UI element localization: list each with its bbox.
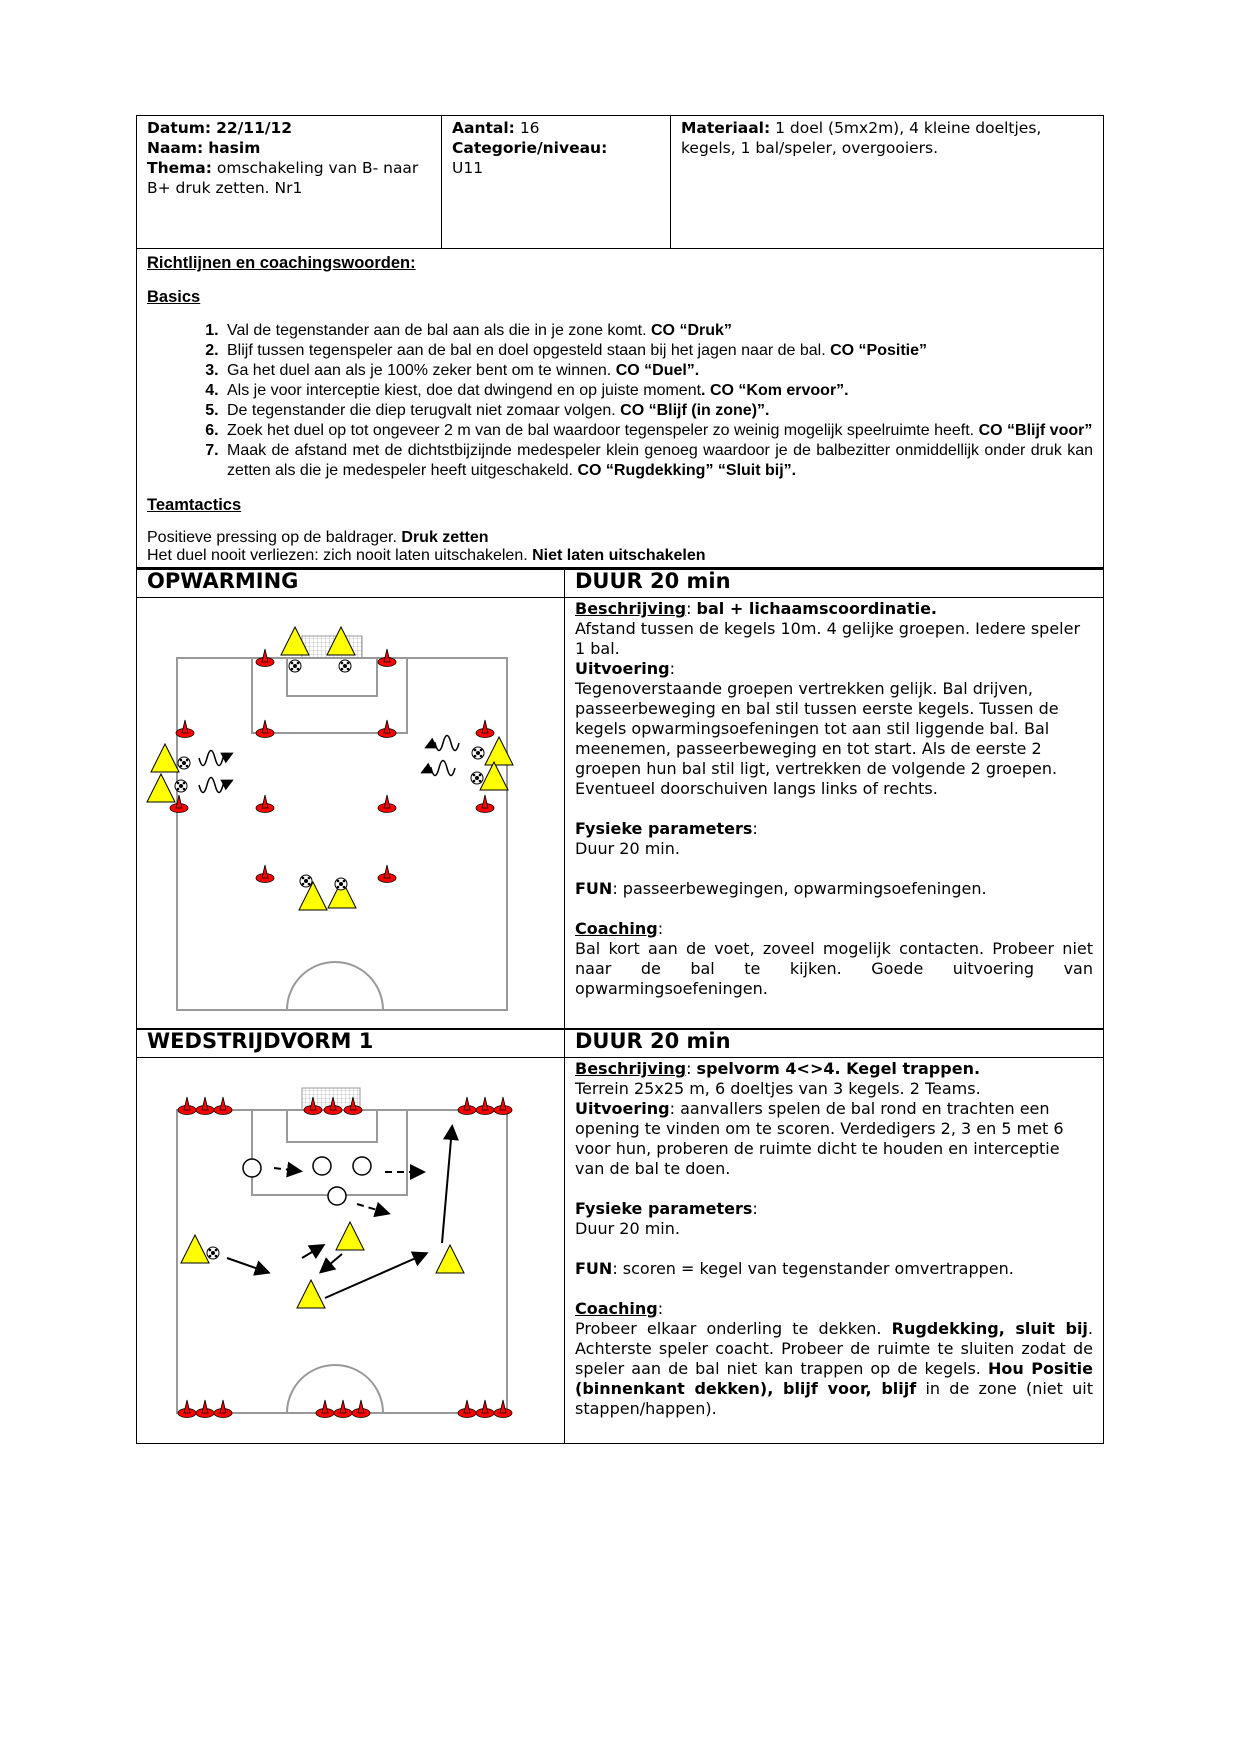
header-cell-info bbox=[137, 116, 442, 249]
player-icon bbox=[485, 737, 513, 765]
coaching-text: Bal kort aan de voet, zoveel mogelijk contacten. Probeer niet naar de bal te kijken. Goede uitvoering van opwarmingsoefeningen. bbox=[575, 939, 1093, 998]
categorie-label: Categorie/niveau: bbox=[452, 139, 608, 157]
attackers bbox=[181, 1222, 464, 1308]
diagram-wedstrijdvorm bbox=[137, 1058, 565, 1444]
balls bbox=[175, 660, 484, 890]
basics-item: 6. Zoek het duel op tot ongeveer 2 m van de bal waardoor tegenspeler zo weinig mogelijk speelruimte heeft. CO “Blijf voor” bbox=[223, 421, 1093, 441]
teamtactics-item: Positieve pressing op de baldrager. Druk zetten bbox=[147, 529, 489, 546]
ball-icon bbox=[471, 772, 483, 784]
fysieke-label: Fysieke parameters bbox=[575, 1199, 753, 1218]
guidelines-cell bbox=[137, 249, 1104, 568]
uitvoering-text: aanvallers spelen de bal rond en trachten een opening te vinden om te scoren. Verdedigers 2, 3 en 5 met 6 voor hun, proberen de ruimte dicht te houden en interceptie van de bal te doen. bbox=[575, 1099, 1064, 1178]
player-icon bbox=[297, 1280, 325, 1308]
thema-label: Thema: bbox=[147, 159, 212, 177]
pitch-lines bbox=[177, 658, 507, 1010]
cone-icon bbox=[476, 795, 494, 813]
fysieke-label: Fysieke parameters bbox=[575, 819, 753, 838]
ball-icon bbox=[300, 875, 312, 887]
defender-icon bbox=[328, 1187, 346, 1205]
uitvoering-label: Uitvoering bbox=[575, 659, 670, 678]
player-icon bbox=[336, 1222, 364, 1250]
beschrijving-label: Beschrijving bbox=[575, 599, 687, 618]
coaching-text: Probeer elkaar onderling te dekken. Rugdekking, sluit bij. Achterste speler coacht. Probeer de ruimte te sluiten zodat de speler aan de bal niet kan trappen op de kegels. Hou Positie (binnenkant dekken), blijf voor, blijf in de zone (niet uit stappen/happen). bbox=[575, 1319, 1094, 1418]
header-cell-aantal bbox=[442, 116, 671, 249]
section-duration-wedstrijdvorm: DUUR 20 min bbox=[565, 1029, 1104, 1058]
datum-value: 22/11/12 bbox=[216, 119, 293, 137]
ball-icon bbox=[339, 660, 351, 672]
teamtactics-item: Het duel nooit verliezen: zich nooit laten uitschakelen. Niet laten uitschakelen bbox=[147, 547, 706, 564]
players bbox=[147, 627, 513, 910]
player-icon bbox=[436, 1245, 464, 1273]
section-title-opwarming: OPWARMING bbox=[137, 569, 565, 598]
fun-label: FUN bbox=[575, 1259, 613, 1278]
beschrijving-text: Terrein 25x25 m, 6 doeltjes van 3 kegels. 2 Teams. bbox=[575, 1079, 981, 1098]
beschrijving-label: Beschrijving bbox=[575, 1059, 687, 1078]
pass-arrows bbox=[227, 1128, 452, 1298]
defenders bbox=[243, 1157, 371, 1205]
fun-text: passeerbewegingen, opwarmingsoefeningen. bbox=[622, 879, 987, 898]
header-table bbox=[136, 115, 1104, 568]
cone-icon bbox=[256, 795, 274, 813]
beschrijving-value: spelvorm 4<>4. Kegel trappen. bbox=[696, 1059, 981, 1078]
basics-item: 1. Val de tegenstander aan de bal aan als die in je zone komt. CO “Druk” bbox=[223, 321, 1093, 341]
naam-label: Naam: bbox=[147, 139, 204, 157]
teamtactics-title: Teamtactics bbox=[147, 496, 242, 514]
defender-icon bbox=[353, 1157, 371, 1175]
categorie-value: U11 bbox=[452, 159, 484, 177]
ball-icon bbox=[175, 780, 187, 792]
description-opwarming: Beschrijving: bal + lichaamscoordinatie. Afstand tussen de kegels 10m. 4 gelijke groepen. Iedere speler 1 bal. Uitvoering: Tegenoverstaande groepen vertrekken gelijk. Bal drijven, passeerbeweging en bal stil tussen eerste kegels. Tussen de kegels opwarmingsoefeningen tot aan stil liggende bal. Bal meenemen, passeerbeweging en tot start. Als de eerste 2 groepen hun bal stil ligt, vertrekken de volgende 2 groepen. Eventueel doorschuiven langs links of rechts. Fysieke parameters: Duur 20 min. FUN: passeerbewegingen, opwarmingsoefeningen. Coaching: Bal kort aan de voet, zoveel mogelijk contacten. Probeer niet naar de bal te kijken. Goede uitvoering van opwarmingsoefeningen. bbox=[565, 598, 1104, 1030]
cone-icon bbox=[494, 1097, 512, 1115]
defender-icon bbox=[243, 1159, 261, 1177]
aantal-label: Aantal: bbox=[452, 119, 515, 137]
cone-icon bbox=[378, 720, 396, 738]
basics-item: 3. Ga het duel aan als je 100% zeker bent om te winnen. CO “Duel”. bbox=[223, 361, 1093, 381]
cone-goals bbox=[178, 1097, 512, 1418]
cone-icon bbox=[476, 1097, 494, 1115]
cone-icon bbox=[196, 1097, 214, 1115]
cone-icon bbox=[256, 720, 274, 738]
cone-icon bbox=[458, 1400, 476, 1418]
diagram-opwarming bbox=[137, 598, 565, 1030]
teamtactics-list bbox=[147, 529, 1093, 565]
fun-label: FUN bbox=[575, 879, 613, 898]
materiaal-value: 1 doel (5mx2m), 4 kleine doeltjes, kegels, 1 bal/speler, overgooiers. bbox=[681, 119, 1042, 157]
cone-icon bbox=[378, 795, 396, 813]
dribble-arrows bbox=[199, 736, 459, 793]
defender-icon bbox=[313, 1157, 331, 1175]
header-cell-materiaal bbox=[671, 116, 1104, 249]
cone-icon bbox=[316, 1400, 334, 1418]
cone-icon bbox=[214, 1097, 232, 1115]
fysieke-text: Duur 20 min. bbox=[575, 1219, 680, 1238]
cone-icon bbox=[176, 720, 194, 738]
datum-label: Datum: bbox=[147, 119, 212, 137]
cone-icon bbox=[476, 1400, 494, 1418]
player-icon bbox=[147, 774, 175, 802]
cone-icon bbox=[352, 1400, 370, 1418]
ball-icon bbox=[472, 747, 484, 759]
beschrijving-value: bal + lichaamscoordinatie. bbox=[696, 599, 938, 618]
cone-icon bbox=[196, 1400, 214, 1418]
materiaal-label: Materiaal: bbox=[681, 119, 771, 137]
basics-item: 7. Maak de afstand met de dichtstbijzijnde medespeler klein genoeg waardoor je de balbezitter onmiddellijk onder druk kan zetten als die je medespeler heeft uitgeschakeld. CO “Rugdekking” “Sluit bij”. bbox=[223, 441, 1093, 481]
player-icon bbox=[181, 1235, 209, 1263]
player-icon bbox=[480, 762, 508, 790]
cone-icon bbox=[256, 865, 274, 883]
naam-value: hasim bbox=[208, 139, 261, 157]
pitch-diagram-wedstrijdvorm bbox=[137, 1058, 565, 1438]
coaching-label: Coaching bbox=[575, 1299, 658, 1318]
ball-icon bbox=[289, 660, 301, 672]
thema-value: omschakeling van B- naar B+ druk zetten. Nr1 bbox=[147, 159, 419, 197]
ball-icon bbox=[335, 878, 347, 890]
ball-icon bbox=[207, 1247, 219, 1259]
uitvoering-text: Tegenoverstaande groepen vertrekken gelijk. Bal drijven, passeerbeweging en bal stil tussen eerste kegels. Tussen de kegels opwarmingsoefeningen tot aan stil liggende bal. Bal meenemen, passeerbeweging en tot start. Als de eerste 2 groepen hun bal stil ligt, vertrekken de volgende 2 groepen. Eventueel doorschuiven langs links of rechts. bbox=[575, 679, 1059, 798]
section-title-wedstrijdvorm: WEDSTRIJDVORM 1 bbox=[137, 1029, 565, 1058]
uitvoering-label: Uitvoering bbox=[575, 1099, 670, 1118]
beschrijving-text: Afstand tussen de kegels 10m. 4 gelijke groepen. Iedere speler 1 bal. bbox=[575, 619, 1081, 658]
cone-icon bbox=[178, 1400, 196, 1418]
basics-list bbox=[147, 321, 1093, 481]
coaching-label: Coaching bbox=[575, 919, 658, 938]
cone-icon bbox=[476, 720, 494, 738]
fun-text: scoren = kegel van tegenstander omvertrappen. bbox=[622, 1259, 1014, 1278]
run-arrows bbox=[274, 1168, 422, 1213]
basics-item: 2. Blijf tussen tegenspeler aan de bal en doel opgesteld staan bij het jagen naar de bal. CO “Positie” bbox=[223, 341, 1093, 361]
cone-icon bbox=[378, 865, 396, 883]
cone-icon bbox=[334, 1400, 352, 1418]
pitch-diagram-opwarming bbox=[137, 598, 565, 1023]
ball-icon bbox=[178, 757, 190, 769]
training-sheet bbox=[136, 115, 1104, 1444]
cone-icon bbox=[494, 1400, 512, 1418]
basics-item: 4. Als je voor interceptie kiest, doe dat dwingend en op juiste moment. CO “Kom ervoor”. bbox=[223, 381, 1093, 401]
section-duration-opwarming: DUUR 20 min bbox=[565, 569, 1104, 598]
basics-title: Basics bbox=[147, 288, 201, 306]
aantal-value: 16 bbox=[519, 119, 540, 137]
basics-item: 5. De tegenstander die diep terugvalt niet zomaar volgen. CO “Blijf (in zone)”. bbox=[223, 401, 1093, 421]
cone-icon bbox=[178, 1097, 196, 1115]
guidelines-title: Richtlijnen en coachingswoorden: bbox=[147, 254, 416, 272]
cone-icon bbox=[214, 1400, 232, 1418]
description-wedstrijdvorm: Beschrijving: spelvorm 4<>4. Kegel trappen. Terrein 25x25 m, 6 doeltjes van 3 kegels. 2 Teams. Uitvoering: aanvallers spelen de bal rond en trachten een opening te vinden om te scoren. Verdedigers 2, 3 en 5 met 6 voor hun, proberen de ruimte dicht te houden en interceptie van de bal te doen. Fysieke parameters: Duur 20 min. FUN: scoren = kegel van tegenstander omvertrappen. Coaching: Probeer elkaar onderling te dekken. Rugdekking, sluit bij. Achterste speler coacht. Probeer de ruimte te sluiten zodat de speler aan de bal niet kan trappen op de kegels. Hou Positie (binnenkant dekken), blijf voor, blijf in de zone (niet uit stappen/happen). bbox=[565, 1058, 1104, 1444]
player-icon bbox=[151, 744, 179, 772]
sections-table bbox=[136, 568, 1104, 1444]
cone-icon bbox=[458, 1097, 476, 1115]
fysieke-text: Duur 20 min. bbox=[575, 839, 680, 858]
